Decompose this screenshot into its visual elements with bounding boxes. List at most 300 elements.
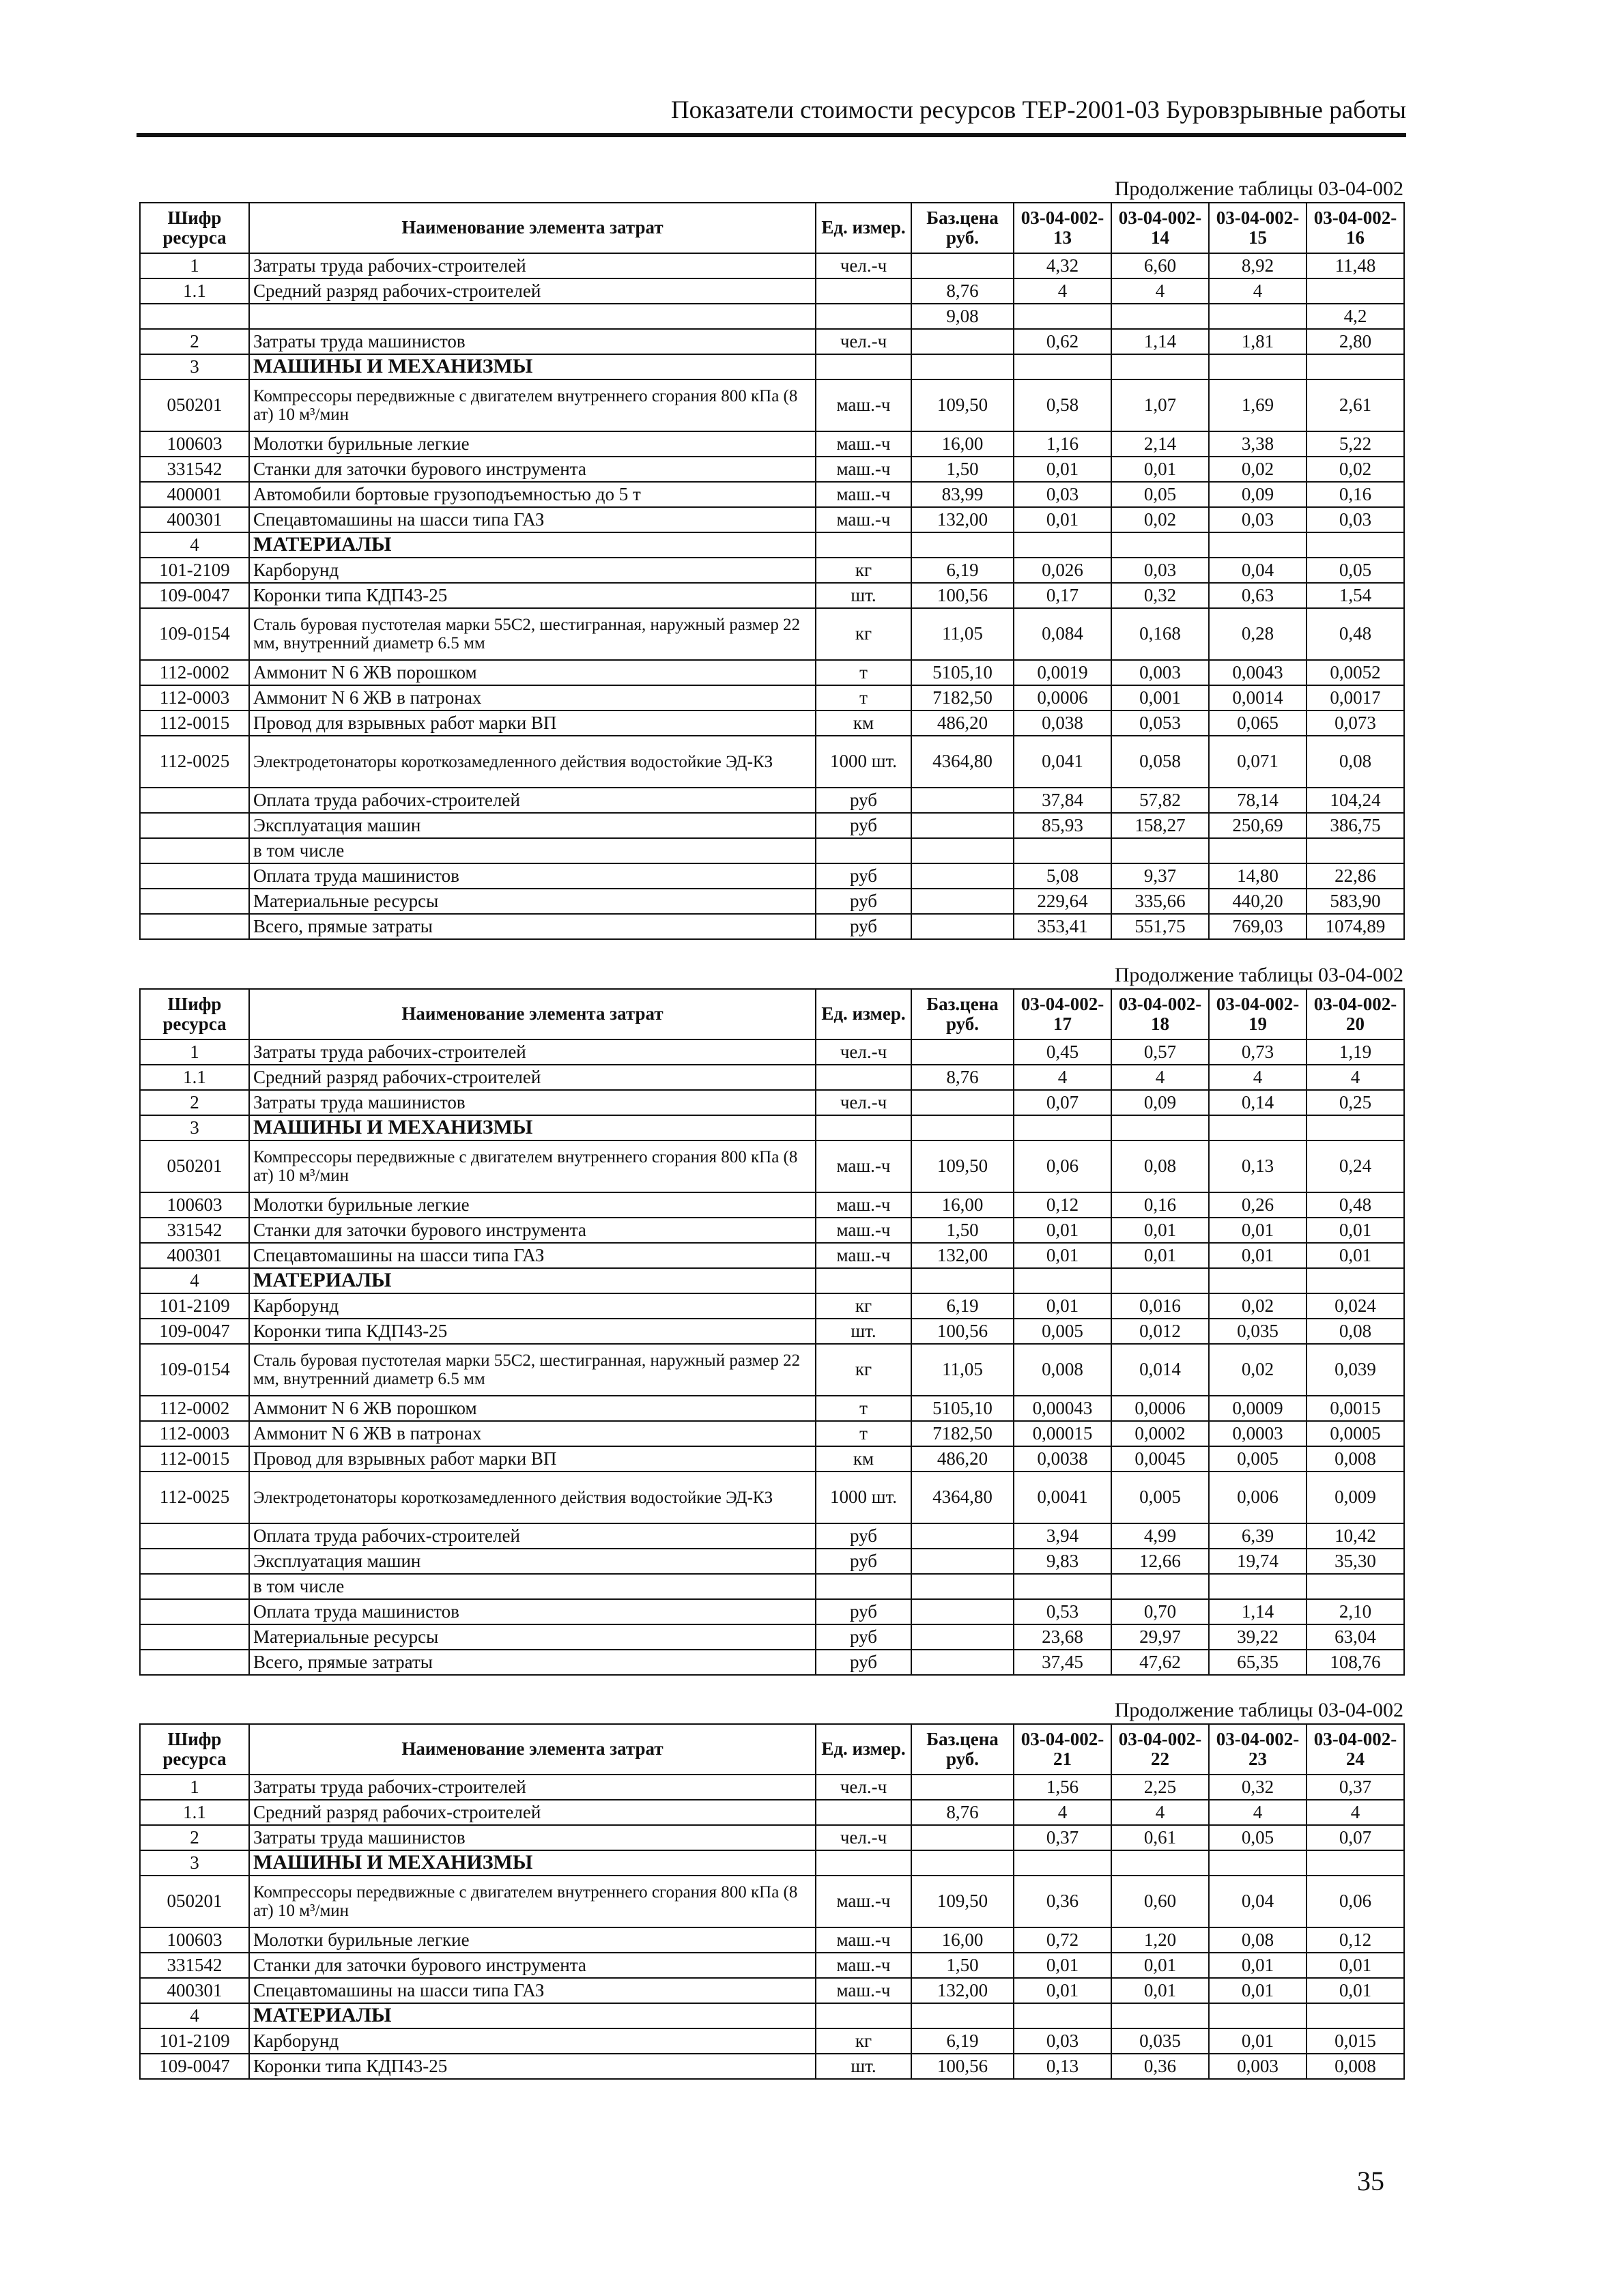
resource-code: 101-2109	[140, 2028, 249, 2054]
norm-value: 0,01	[1111, 1978, 1209, 2003]
base-price: 100,56	[911, 2054, 1014, 2079]
page-number: 35	[1357, 2166, 1384, 2196]
base-price: 6,19	[911, 2028, 1014, 2054]
norm-value: 22,86	[1307, 863, 1404, 889]
base-price	[911, 1090, 1014, 1115]
unit-of-measure: км	[816, 711, 911, 736]
norm-value: 0,0017	[1307, 685, 1404, 711]
norm-value: 0,009	[1307, 1472, 1404, 1523]
unit-of-measure: чел.-ч	[816, 1825, 911, 1850]
norm-value: 4	[1307, 1800, 1404, 1825]
norm-value: 37,45	[1014, 1650, 1111, 1675]
norm-value: 2,25	[1111, 1775, 1209, 1800]
empty-cell	[1014, 1268, 1111, 1293]
norm-value: 0,03	[1014, 2028, 1111, 2054]
norm-value: 0,008	[1307, 1446, 1404, 1472]
resource-code: 1.1	[140, 278, 249, 304]
section-title: МАШИНЫ И МЕХАНИЗМЫ	[249, 1850, 816, 1876]
cost-element-name: Затраты труда машинистов	[249, 329, 816, 354]
table-row	[140, 558, 1404, 583]
unit-of-measure: кг	[816, 2028, 911, 2054]
cost-element-name: Станки для заточки бурового инструмента	[249, 457, 816, 482]
empty-cell	[1209, 1268, 1307, 1293]
norm-value: 0,02	[1209, 1293, 1307, 1319]
cost-element-name: Аммонит N 6 ЖВ в патронах	[249, 1421, 816, 1446]
table-row	[140, 788, 1404, 813]
base-price: 5105,10	[911, 660, 1014, 685]
norm-value: 0,024	[1307, 1293, 1404, 1319]
norm-value: 78,14	[1209, 788, 1307, 813]
norm-value: 35,30	[1307, 1549, 1404, 1574]
norm-value: 0,09	[1111, 1090, 1209, 1115]
cost-element-name: Средний разряд рабочих-строителей	[249, 278, 816, 304]
header-base-price: Баз.цена руб.	[911, 1724, 1014, 1775]
norm-value: 0,01	[1014, 1978, 1111, 2003]
cost-element-name: Карборунд	[249, 2028, 816, 2054]
unit-of-measure	[816, 304, 911, 329]
unit-of-measure	[816, 1574, 911, 1599]
cost-element-name: Средний разряд рабочих-строителей	[249, 1065, 816, 1090]
norm-value: 2,80	[1307, 329, 1404, 354]
resource-code	[140, 1650, 249, 1675]
unit-of-measure: маш.-ч	[816, 1140, 911, 1192]
norm-value: 0,005	[1111, 1472, 1209, 1523]
base-price: 100,56	[911, 583, 1014, 608]
resource-code	[140, 1599, 249, 1624]
norm-value: 0,01	[1111, 1218, 1209, 1243]
norm-value: 0,28	[1209, 608, 1307, 660]
norm-value: 0,04	[1209, 558, 1307, 583]
empty-cell	[1014, 1115, 1111, 1140]
norm-value: 0,0005	[1307, 1421, 1404, 1446]
base-price: 5105,10	[911, 1396, 1014, 1421]
table-row	[140, 813, 1404, 838]
norm-value: 1,54	[1307, 583, 1404, 608]
unit-of-measure: чел.-ч	[816, 1775, 911, 1800]
unit-of-measure: чел.-ч	[816, 253, 911, 278]
table-row	[140, 2054, 1404, 2079]
norm-value	[1307, 838, 1404, 863]
cost-element-name: Станки для заточки бурового инструмента	[249, 1218, 816, 1243]
table-row	[140, 1775, 1404, 1800]
table-row	[140, 1472, 1404, 1523]
norm-value: 0,0002	[1111, 1421, 1209, 1446]
table-row	[140, 583, 1404, 608]
cost-element-name: Спецавтомашины на шасси типа ГАЗ	[249, 507, 816, 532]
norm-value: 0,01	[1014, 1953, 1111, 1978]
norm-value: 0,16	[1307, 482, 1404, 507]
cost-element-name: Затраты труда машинистов	[249, 1090, 816, 1115]
empty-cell	[1209, 1115, 1307, 1140]
norm-value: 0,70	[1111, 1599, 1209, 1624]
norm-value: 0,03	[1111, 558, 1209, 583]
norm-value: 0,0006	[1014, 685, 1111, 711]
resource-code: 2	[140, 1825, 249, 1850]
norm-value: 0,0009	[1209, 1396, 1307, 1421]
norm-value: 0,01	[1307, 1218, 1404, 1243]
table-continuation-label: Продолжение таблицы 03-04-002	[1114, 1699, 1403, 1721]
norm-value: 1,14	[1209, 1599, 1307, 1624]
norm-value: 0,25	[1307, 1090, 1404, 1115]
header-title: Показатели стоимости ресурсов ТЕР-2001-03 Буровзрывные работы	[670, 96, 1406, 124]
table-row	[140, 1825, 1404, 1850]
unit-of-measure: кг	[816, 558, 911, 583]
table-row	[140, 1090, 1404, 1115]
unit-of-measure: маш.-ч	[816, 457, 911, 482]
table-row	[140, 507, 1404, 532]
page-header	[137, 96, 1406, 137]
norm-value: 0,01	[1307, 1243, 1404, 1268]
unit-of-measure: 1000 шт.	[816, 1472, 911, 1523]
resource-code: 4	[140, 1268, 249, 1293]
norm-value: 3,94	[1014, 1523, 1111, 1549]
empty-cell	[816, 1268, 911, 1293]
norm-value: 0,0038	[1014, 1446, 1111, 1472]
norm-value: 6,39	[1209, 1523, 1307, 1549]
norm-value: 39,22	[1209, 1624, 1307, 1650]
table-header-row	[140, 1724, 1404, 1775]
base-price: 7182,50	[911, 685, 1014, 711]
base-price: 8,76	[911, 1065, 1014, 1090]
resource-code: 3	[140, 1115, 249, 1140]
norm-value: 0,0015	[1307, 1396, 1404, 1421]
resource-code: 112-0015	[140, 1446, 249, 1472]
norm-value: 0,016	[1111, 1293, 1209, 1319]
norm-value: 0,01	[1209, 1218, 1307, 1243]
cost-element-name: в том числе	[249, 838, 816, 863]
base-price: 109,50	[911, 1876, 1014, 1927]
unit-of-measure: т	[816, 685, 911, 711]
norm-value: 2,10	[1307, 1599, 1404, 1624]
empty-cell	[816, 1850, 911, 1876]
norm-value	[1209, 1574, 1307, 1599]
norm-value: 0,0043	[1209, 660, 1307, 685]
norm-value: 37,84	[1014, 788, 1111, 813]
cost-element-name: Компрессоры передвижные с двигателем внутреннего сгорания 800 кПа (8 ат) 10 м³/мин	[249, 1876, 816, 1927]
table-row	[140, 1396, 1404, 1421]
empty-cell	[1209, 354, 1307, 379]
resource-code: 109-0047	[140, 2054, 249, 2079]
table-row	[140, 1446, 1404, 1472]
norm-value: 0,01	[1014, 457, 1111, 482]
empty-cell	[1014, 1850, 1111, 1876]
cost-element-name: Автомобили бортовые грузоподъемностью до 5 т	[249, 482, 816, 507]
empty-cell	[816, 354, 911, 379]
section-title: МАТЕРИАЛЫ	[249, 532, 816, 558]
table-row	[140, 1065, 1404, 1090]
norm-value: 0,005	[1014, 1319, 1111, 1344]
norm-value: 0,035	[1209, 1319, 1307, 1344]
table-row	[140, 1800, 1404, 1825]
norm-value: 47,62	[1111, 1650, 1209, 1675]
unit-of-measure: т	[816, 1421, 911, 1446]
header-norm-code: 03-04-002-24	[1307, 1724, 1404, 1775]
unit-of-measure: 1000 шт.	[816, 736, 911, 788]
table-row	[140, 736, 1404, 788]
norm-value: 1,14	[1111, 329, 1209, 354]
table-row	[140, 1243, 1404, 1268]
unit-of-measure: маш.-ч	[816, 379, 911, 431]
norm-value: 0,17	[1014, 583, 1111, 608]
norm-value: 386,75	[1307, 813, 1404, 838]
cost-element-name: Материальные ресурсы	[249, 889, 816, 914]
resource-code: 1.1	[140, 1800, 249, 1825]
norm-value: 0,01	[1014, 1243, 1111, 1268]
cost-table-block-3	[139, 1697, 1403, 2080]
norm-value: 0,038	[1014, 711, 1111, 736]
norm-value: 0,073	[1307, 711, 1404, 736]
norm-value: 0,45	[1014, 1039, 1111, 1065]
resource-code: 112-0003	[140, 1421, 249, 1446]
norm-value: 1,20	[1111, 1927, 1209, 1953]
base-price: 1,50	[911, 1953, 1014, 1978]
norm-value: 0,01	[1209, 1953, 1307, 1978]
base-price: 486,20	[911, 711, 1014, 736]
section-title: МАШИНЫ И МЕХАНИЗМЫ	[249, 354, 816, 379]
unit-of-measure: руб	[816, 788, 911, 813]
header-norm-code: 03-04-002-19	[1209, 989, 1307, 1039]
table-row	[140, 914, 1404, 939]
empty-cell	[1307, 532, 1404, 558]
norm-value: 0,071	[1209, 736, 1307, 788]
norm-value: 4	[1307, 1065, 1404, 1090]
norm-value: 0,37	[1014, 1825, 1111, 1850]
table-row	[140, 1421, 1404, 1446]
empty-cell	[911, 1115, 1014, 1140]
table-continuation-label: Продолжение таблицы 03-04-002	[1114, 964, 1403, 986]
norm-value: 19,74	[1209, 1549, 1307, 1574]
norm-value: 0,48	[1307, 1192, 1404, 1218]
norm-value: 0,62	[1014, 329, 1111, 354]
base-price	[911, 838, 1014, 863]
table-row	[140, 2003, 1404, 2028]
norm-value: 14,80	[1209, 863, 1307, 889]
cost-element-name: Материальные ресурсы	[249, 1624, 816, 1650]
table-row	[140, 253, 1404, 278]
header-norm-code: 03-04-002-23	[1209, 1724, 1307, 1775]
norm-value: 0,61	[1111, 1825, 1209, 1850]
empty-cell	[1111, 354, 1209, 379]
resource-code: 1	[140, 253, 249, 278]
header-norm-code: 03-04-002-16	[1307, 203, 1404, 253]
norm-value: 4	[1111, 1065, 1209, 1090]
empty-cell	[1307, 1850, 1404, 1876]
norm-value	[1111, 838, 1209, 863]
resource-code	[140, 838, 249, 863]
base-price: 100,56	[911, 1319, 1014, 1344]
norm-value: 0,48	[1307, 608, 1404, 660]
resource-code: 1	[140, 1775, 249, 1800]
cost-element-name: Спецавтомашины на шасси типа ГАЗ	[249, 1978, 816, 2003]
resource-cost-table	[139, 1723, 1405, 2080]
resource-code: 100603	[140, 1927, 249, 1953]
norm-value: 250,69	[1209, 813, 1307, 838]
unit-of-measure: маш.-ч	[816, 507, 911, 532]
unit-of-measure: кг	[816, 608, 911, 660]
cost-element-name: Затраты труда рабочих-строителей	[249, 253, 816, 278]
table-row	[140, 431, 1404, 457]
norm-value: 0,12	[1307, 1927, 1404, 1953]
resource-cost-table	[139, 988, 1405, 1676]
empty-cell	[1307, 2003, 1404, 2028]
resource-code: 112-0015	[140, 711, 249, 736]
cost-element-name: Молотки бурильные легкие	[249, 431, 816, 457]
cost-element-name: Коронки типа КДП43-25	[249, 2054, 816, 2079]
resource-code	[140, 863, 249, 889]
cost-element-name: Сталь буровая пустотелая марки 55С2, шестигранная, наружный размер 22 мм, внутренний диаметр 6.5 мм	[249, 1344, 816, 1396]
norm-value: 0,12	[1014, 1192, 1111, 1218]
base-price: 4364,80	[911, 736, 1014, 788]
norm-value: 1,81	[1209, 329, 1307, 354]
resource-code: 1	[140, 1039, 249, 1065]
norm-value: 8,92	[1209, 253, 1307, 278]
norm-value: 0,07	[1014, 1090, 1111, 1115]
table-row	[140, 1115, 1404, 1140]
unit-of-measure: т	[816, 660, 911, 685]
norm-value: 0,57	[1111, 1039, 1209, 1065]
resource-code: 109-0154	[140, 1344, 249, 1396]
unit-of-measure: чел.-ч	[816, 1039, 911, 1065]
norm-value: 158,27	[1111, 813, 1209, 838]
table-row	[140, 1140, 1404, 1192]
norm-value: 0,73	[1209, 1039, 1307, 1065]
norm-value: 0,026	[1014, 558, 1111, 583]
table-row	[140, 1850, 1404, 1876]
norm-value: 0,05	[1209, 1825, 1307, 1850]
resource-code: 050201	[140, 1876, 249, 1927]
header-code: Шифр ресурса	[140, 989, 249, 1039]
norm-value: 0,01	[1014, 1218, 1111, 1243]
resource-code: 101-2109	[140, 1293, 249, 1319]
resource-code: 400001	[140, 482, 249, 507]
table-row	[140, 1523, 1404, 1549]
resource-code: 3	[140, 354, 249, 379]
norm-value: 0,08	[1307, 736, 1404, 788]
norm-value: 583,90	[1307, 889, 1404, 914]
table-row	[140, 1344, 1404, 1396]
cost-element-name: Всего, прямые затраты	[249, 1650, 816, 1675]
unit-of-measure: кг	[816, 1293, 911, 1319]
table-row	[140, 278, 1404, 304]
unit-of-measure: руб	[816, 1624, 911, 1650]
norm-value: 0,07	[1307, 1825, 1404, 1850]
table-row	[140, 1650, 1404, 1675]
norm-value: 0,041	[1014, 736, 1111, 788]
norm-value: 769,03	[1209, 914, 1307, 939]
base-price: 1,50	[911, 457, 1014, 482]
norm-value: 4	[1209, 1800, 1307, 1825]
norm-value: 4	[1209, 278, 1307, 304]
norm-value: 5,22	[1307, 431, 1404, 457]
norm-value: 0,06	[1307, 1876, 1404, 1927]
table-row	[140, 1978, 1404, 2003]
base-price: 83,99	[911, 482, 1014, 507]
norm-value: 0,06	[1014, 1140, 1111, 1192]
base-price: 486,20	[911, 1446, 1014, 1472]
table-row	[140, 660, 1404, 685]
norm-value: 0,0019	[1014, 660, 1111, 685]
norm-value: 551,75	[1111, 914, 1209, 939]
table-row	[140, 1876, 1404, 1927]
cost-element-name: Аммонит N 6 ЖВ порошком	[249, 660, 816, 685]
base-price	[911, 1650, 1014, 1675]
unit-of-measure: маш.-ч	[816, 482, 911, 507]
resource-code	[140, 1574, 249, 1599]
header-code: Шифр ресурса	[140, 203, 249, 253]
unit-of-measure: руб	[816, 1599, 911, 1624]
table-row	[140, 1192, 1404, 1218]
resource-code: 400301	[140, 507, 249, 532]
unit-of-measure: чел.-ч	[816, 1090, 911, 1115]
unit-of-measure: маш.-ч	[816, 1953, 911, 1978]
cost-element-name: Эксплуатация машин	[249, 813, 816, 838]
table-row	[140, 1574, 1404, 1599]
resource-code: 2	[140, 329, 249, 354]
norm-value: 0,01	[1209, 1978, 1307, 2003]
table-row	[140, 889, 1404, 914]
norm-value: 4,2	[1307, 304, 1404, 329]
table-row	[140, 608, 1404, 660]
norm-value: 4	[1014, 1800, 1111, 1825]
base-price	[911, 1775, 1014, 1800]
resource-cost-table	[139, 202, 1405, 940]
table-row	[140, 1319, 1404, 1344]
unit-of-measure: маш.-ч	[816, 1927, 911, 1953]
norm-value: 0,36	[1111, 2054, 1209, 2079]
unit-of-measure: руб	[816, 813, 911, 838]
cost-element-name	[249, 304, 816, 329]
header-norm-code: 03-04-002-22	[1111, 1724, 1209, 1775]
norm-value: 0,01	[1307, 1978, 1404, 2003]
norm-value: 0,05	[1111, 482, 1209, 507]
norm-value: 0,01	[1111, 1243, 1209, 1268]
table-header-row	[140, 203, 1404, 253]
section-title: МАШИНЫ И МЕХАНИЗМЫ	[249, 1115, 816, 1140]
cost-element-name: Карборунд	[249, 558, 816, 583]
unit-of-measure: маш.-ч	[816, 1218, 911, 1243]
cost-element-name: Коронки типа КДП43-25	[249, 583, 816, 608]
norm-value: 4,32	[1014, 253, 1111, 278]
norm-value: 0,01	[1111, 1953, 1209, 1978]
resource-code: 331542	[140, 1953, 249, 1978]
empty-cell	[1111, 1850, 1209, 1876]
resource-code	[140, 1523, 249, 1549]
cost-element-name: Оплата труда машинистов	[249, 1599, 816, 1624]
norm-value: 0,09	[1209, 482, 1307, 507]
base-price: 16,00	[911, 1927, 1014, 1953]
base-price: 132,00	[911, 1978, 1014, 2003]
base-price: 109,50	[911, 379, 1014, 431]
table-row	[140, 838, 1404, 863]
norm-value: 2,14	[1111, 431, 1209, 457]
norm-value	[1209, 838, 1307, 863]
resource-code	[140, 889, 249, 914]
unit-of-measure: маш.-ч	[816, 1192, 911, 1218]
resource-code	[140, 1624, 249, 1650]
norm-value: 0,015	[1307, 2028, 1404, 2054]
norm-value: 0,053	[1111, 711, 1209, 736]
empty-cell	[816, 2003, 911, 2028]
norm-value: 0,065	[1209, 711, 1307, 736]
table-row	[140, 1927, 1404, 1953]
base-price	[911, 1523, 1014, 1549]
cost-element-name: Затраты труда машинистов	[249, 1825, 816, 1850]
cost-element-name: Станки для заточки бурового инструмента	[249, 1953, 816, 1978]
resource-code: 331542	[140, 1218, 249, 1243]
table-row	[140, 685, 1404, 711]
unit-of-measure: маш.-ч	[816, 1243, 911, 1268]
base-price: 6,19	[911, 1293, 1014, 1319]
